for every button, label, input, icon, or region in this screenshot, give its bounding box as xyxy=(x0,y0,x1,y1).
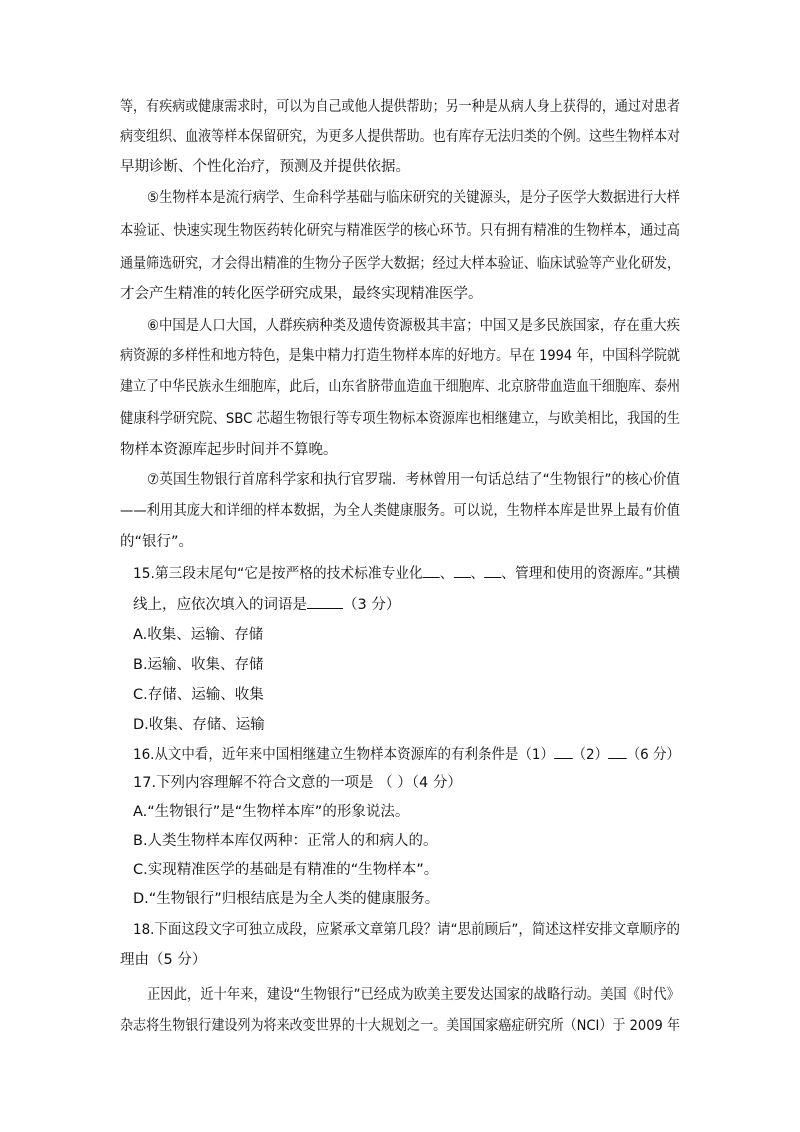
option-a: A.收集、运输、存储 xyxy=(133,627,264,643)
answer-blank[interactable] xyxy=(484,563,501,578)
option-c: C.存储、运输、收集 xyxy=(133,687,264,703)
paragraph-7-line: ⑦英国生物银行首席科学家和执行官罗瑞．考林曾用一句话总结了“生物银行”的核心价值 xyxy=(147,472,680,488)
paragraph-5-line: 通量筛选研究，才会得出精准的生物分子医学大数据；经过大样本验证、临床试验等产业化研发， xyxy=(120,256,681,272)
question-18-text: 杂志将生物银行建设列为将来改变世界的十大规划之一。美国国家癌症研究所（NCI）于 2009 年 xyxy=(120,1018,681,1034)
text-line: 早期诊断、个性化治疗，预测及并提供依据。 xyxy=(120,159,410,175)
paragraph-6-line: 建立了中华民族永生细胞库，此后，山东省脐带血造血干细胞库、北京脐带血造血干细胞库、泰州 xyxy=(120,379,681,395)
option-a: A.“生物银行”是“生物样本库”的形象说法。 xyxy=(133,804,410,820)
option-b: B.运输、收集、存储 xyxy=(133,657,264,673)
option-b: B.人类生物样本库仅两种：正常人的和病人的。 xyxy=(133,833,438,849)
answer-blank[interactable] xyxy=(453,563,470,578)
answer-blank[interactable] xyxy=(307,594,343,609)
question-18-text: 正因此，近十年来，建设“生物银行”已经成为欧美主要发达国家的战略行动。美国《时代》 xyxy=(147,987,680,1003)
question-18-line-2: 理由（5 分） xyxy=(120,952,207,968)
question-18: 18.下面这段文字可独立成段，应紧承文章第几段？请“思前顾后”，简述这样安排文章顺序的 xyxy=(133,922,680,938)
paragraph-5-line: 本验证、快速实现生物医药转化研究与精准医学的核心环节。只有拥有精准的生物样本，通过高 xyxy=(120,223,680,239)
paragraph-7-line: 的“银行”。 xyxy=(120,534,194,550)
paragraph-6-line: 病资源的多样性和地方特色，是集中精力打造生物样本库的好地方。早在 1994 年，中国科学院就 xyxy=(120,348,681,364)
answer-blank[interactable] xyxy=(554,744,573,759)
question-17: 17.下列内容理解不符合文意的一项是 （ ）（4 分） xyxy=(133,775,462,791)
option-c: C.实现精准医学的基础是有精准的“生物样本”。 xyxy=(133,862,439,878)
option-d: D.收集、存储、运输 xyxy=(133,717,265,733)
paragraph-5-line: ⑤生物样本是流行病学、生命科学基础与临床研究的关键源头，是分子医学大数据进行大样 xyxy=(147,190,680,206)
text-line: 等，有疾病或健康需求时，可以为自己或他人提供帮助；另一种是从病人身上获得的，通过对患者 xyxy=(120,99,681,115)
question-15: 15.第三段末尾句“它是按严格的技术标准专业化 、 、 、管理和使用的资源库。”其横 xyxy=(7,563,764,584)
paragraph-5-line: 才会产生精准的转化医学研究成果，最终实现精准医学。 xyxy=(120,286,483,302)
option-d: D.“生物银行”归根结底是为全人类的健康服务。 xyxy=(133,891,440,907)
text-line: 病变组织、血液等样本保留研究，为更多人提供帮助。也有库存无法归类的个例。这些生物样本对 xyxy=(120,129,681,145)
paragraph-6-line: 健康科学研究院、SBC 芯超生物银行等专项生物标本资源库也相继建立，与欧美相比，我国的生 xyxy=(120,411,681,427)
paragraph-6-line: ⑥中国是人口大国，人群疾病种类及遗传资源极其丰富；中国又是多民族国家，存在重大疾 xyxy=(147,318,680,334)
question-15-line-2: 线上，应依次填入的词语是 （3 分） xyxy=(0,594,800,615)
paragraph-6-line: 物样本资源库起步时间并不算晚。 xyxy=(120,442,338,458)
answer-blank[interactable] xyxy=(608,744,627,759)
question-16: 16.从文中看，近年来中国相继建立生物样本资源库的有利条件是（1） （2） （6 分） xyxy=(9,744,753,765)
paragraph-7-line: ——利用其庞大和详细的样本数据，为全人类健康服务。可以说，生物样本库是世界上最有价值 xyxy=(120,503,680,519)
answer-blank[interactable] xyxy=(423,563,440,578)
